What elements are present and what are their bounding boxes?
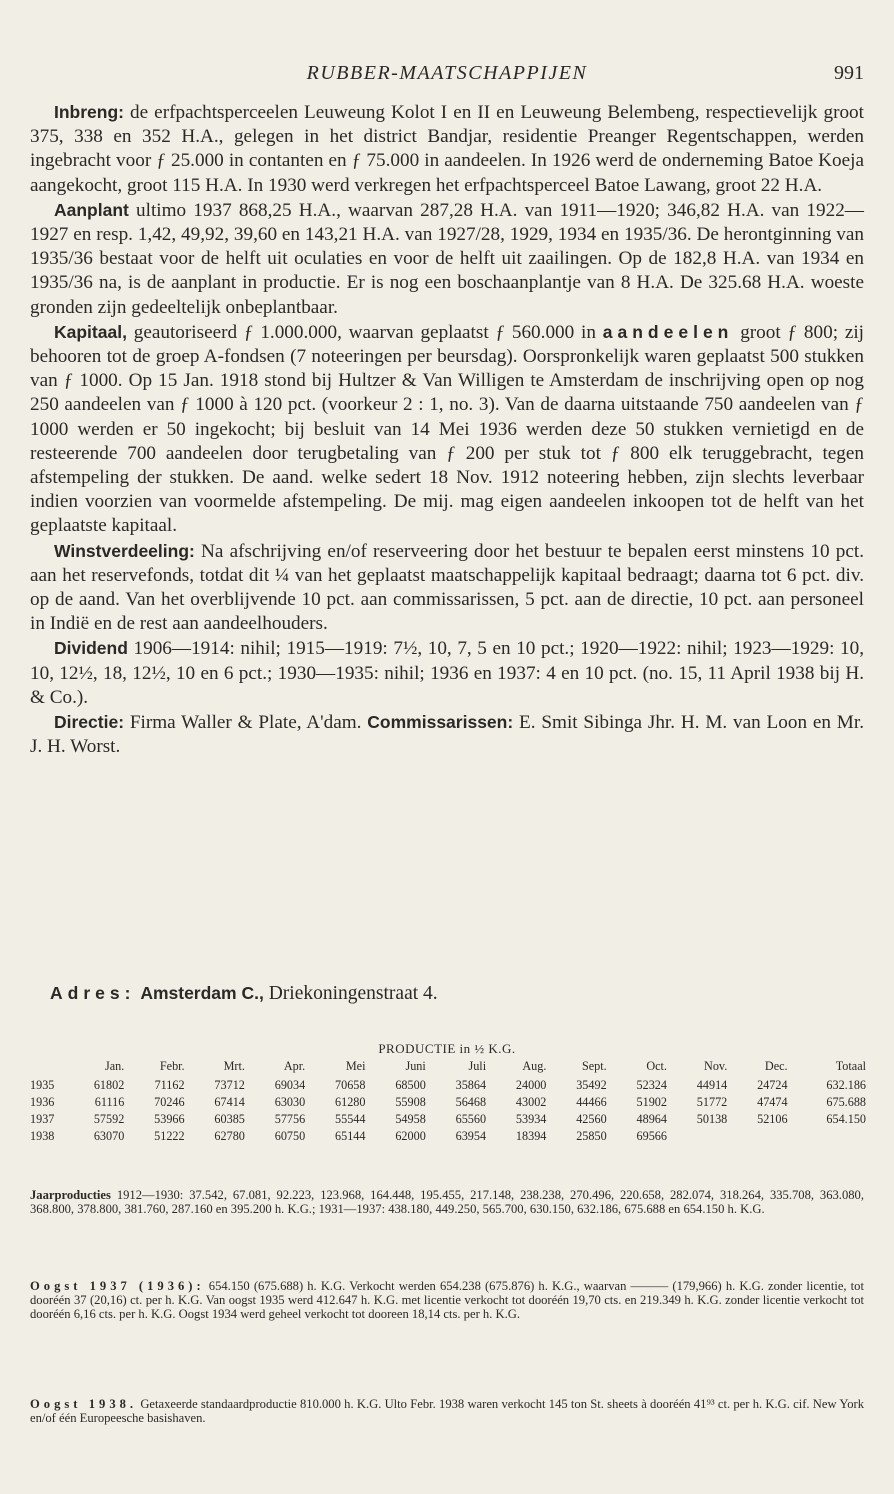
table-cell: 632.186 xyxy=(826,1078,866,1092)
table-cell: 70246 xyxy=(154,1095,185,1109)
table-cell: 52106 xyxy=(757,1112,788,1126)
label-jaarproducties: Jaarproducties xyxy=(30,1188,111,1202)
label-adres: Adres: xyxy=(50,983,136,1003)
table-cell: 60385 xyxy=(214,1112,245,1126)
note-jaarproducties xyxy=(30,1188,864,1216)
table-cell: 73712 xyxy=(214,1078,245,1092)
table-cell: 48964 xyxy=(636,1112,667,1126)
table-row xyxy=(30,1128,866,1145)
table-cell: 53934 xyxy=(515,1112,547,1126)
label-oogst-1937: Oogst 1937 (1936): xyxy=(30,1279,205,1293)
text-oogst-1937: 654.150 (675.688) h. K.G. Verkocht werden 654.238 (675.876) h. K.G., waarvan ——— (179,966) h. K.G. zonder licentie, tot dooréén 37 (20,16) ct. per h. K.G. Van oogst 1935 werd 412.647 h. K.G. met licentie verkocht tot dooréén 19,70 cts. en 219.349 h. K.G. zonder licentie verkocht tot dooréén 6,16 cts. per h. K.G. Oogst 1934 werd geheel verkocht tot dooreen 18,14 cts. per h. K.G. xyxy=(30,1279,864,1322)
table-cell: 69566 xyxy=(636,1129,667,1143)
label-oogst-1938: Oogst 1938. xyxy=(30,1397,138,1411)
text-dividend: 1906—1914: nihil; 1915—1919: 7½, 10, 7, 5 en 10 pct.; 1920—1922: nihil; 1923—1929: 10, 10, 12½, 18, 12½, 10 en 6 pct.; 1930—1935: nihil; 1936 en 1937: 4 en 10 pct. (no. 15, 11 April 1938 bij H. & Co.). xyxy=(30,638,864,708)
label-kapitaal: Kapitaal, xyxy=(54,321,127,342)
table-cell: 52324 xyxy=(636,1078,667,1092)
table-cell: 54958 xyxy=(395,1112,426,1126)
label-dividend: Dividend xyxy=(54,638,128,659)
column-header: Mrt. xyxy=(223,1059,245,1073)
row-year: 1936 xyxy=(30,1095,55,1109)
table-cell: 68500 xyxy=(395,1078,426,1092)
table-cell: 65560 xyxy=(455,1112,487,1126)
table-cell: 65144 xyxy=(335,1129,366,1143)
table-row xyxy=(30,1111,866,1128)
table-cell: 53966 xyxy=(154,1112,185,1126)
production-body xyxy=(30,1077,866,1145)
column-header: Oct. xyxy=(646,1059,667,1073)
table-cell: 25850 xyxy=(576,1129,607,1143)
row-year: 1937 xyxy=(30,1112,55,1126)
table-cell: 62000 xyxy=(395,1129,426,1143)
label-inbreng: Inbreng: xyxy=(54,102,124,122)
table-cell: 51222 xyxy=(154,1129,185,1143)
table-cell: 675.688 xyxy=(826,1095,866,1109)
column-header: Dec. xyxy=(764,1059,788,1073)
table-cell: 24724 xyxy=(757,1078,788,1092)
table-cell: 69034 xyxy=(274,1078,306,1092)
table-cell: 51902 xyxy=(636,1095,667,1109)
paragraph-inbreng xyxy=(30,100,864,198)
column-header: Jan. xyxy=(105,1059,125,1073)
address-line xyxy=(50,983,438,1005)
table-cell: 47474 xyxy=(757,1095,788,1109)
label-commissarissen: Commissarissen: xyxy=(367,712,514,733)
note-oogst-1937 xyxy=(30,1279,864,1322)
table-cell: 50138 xyxy=(696,1112,728,1126)
address-city: Amsterdam C., xyxy=(140,983,264,1003)
address-street: Driekoningenstraat 4. xyxy=(263,983,438,1004)
text-winstverdeeling: Na afschrijving en/of reserveering door het bestuur te bepalen eerst minstens 10 pct. aan het reservefonds, totdat dit ¼ van het geplaatst maatschappelijk kapitaal bedraagt; daarna tot 6 pct. div. op de aand. Van het overblijvende 10 pct. aan commissarissen, 5 pct. aan de directie, 10 pct. aan personeel in Indië en de rest aan aandeelhouders. xyxy=(30,540,864,635)
paragraph-winstverdeeling xyxy=(30,539,864,637)
production-header-row xyxy=(30,1058,866,1077)
table-cell xyxy=(788,1128,866,1145)
text-kapitaal-b: groot ƒ 800; zij behooren tot de groep A-fondsen (7 noteeringen per beursdag). Oorspronkelijk waren geplaatst 500 stukken van ƒ 1000. Op 15 Jan. 1918 stond bij Hultzer & Van Willigen te Amsterdam de inschrijving open op nog 250 aandeelen van ƒ 1000 à 120 pct. (voorkeur 2 : 1, no. 3). Van de daarna uitstaande 750 aandeelen van ƒ 1000 werden er 50 ingekocht; bij besluit van 14 Mei 1936 werden deze 50 stukken vernietigd en de resteerende 700 aandeelen door terugbetaling van ƒ 200 per stuk tot ƒ 800 elk teruggebracht, tegen afstempeling der stukken. De aand. welke sedert 18 Nov. 1912 noteering hebben, zijn slechts leverbaar indien voorzien van voormelde afstempeling. De mij. mag eigen aandeelen inkoopen tot de helft van het geplaatste kapitaal. xyxy=(30,321,865,537)
table-cell: 43002 xyxy=(515,1095,547,1109)
body-text xyxy=(30,100,864,759)
table-cell: 35492 xyxy=(576,1078,607,1092)
text-commissarissen: E. Smit Sibinga Jhr. H. M. van Loon en Mr. J. H. Worst. xyxy=(30,712,864,758)
column-header: Juli xyxy=(468,1059,487,1073)
table-cell: 61802 xyxy=(93,1078,125,1092)
table-cell: 55544 xyxy=(335,1112,366,1126)
text-kapitaal-spaced: aandeelen xyxy=(602,321,734,342)
table-cell: 62780 xyxy=(214,1129,245,1143)
column-header: Mei xyxy=(345,1059,366,1073)
column-header: Febr. xyxy=(159,1059,185,1073)
column-header: Aug. xyxy=(522,1059,547,1073)
paragraph-aanplant xyxy=(30,198,864,320)
page-header xyxy=(30,62,864,88)
table-cell: 61280 xyxy=(335,1095,366,1109)
production-table xyxy=(30,1058,866,1145)
label-winstverdeeling: Winstverdeeling: xyxy=(54,540,195,561)
production-table-title: PRODUCTIE in ½ K.G. xyxy=(378,1041,516,1056)
table-cell xyxy=(667,1128,727,1145)
paragraph-kapitaal xyxy=(30,320,864,539)
table-cell: 63954 xyxy=(455,1129,487,1143)
text-oogst-1938: Getaxeerde standaardproductie 810.000 h. K.G. Ulto Febr. 1938 waren verkocht 145 ton St. sheets à dooréén 41⁹³ ct. per h. K.G. cif. New York en/of één Europeesche basishaven. xyxy=(30,1397,864,1426)
table-cell: 51772 xyxy=(696,1095,728,1109)
table-cell: 61116 xyxy=(94,1095,125,1109)
table-cell: 44914 xyxy=(696,1078,728,1092)
column-header: Apr. xyxy=(283,1059,306,1073)
table-cell: 24000 xyxy=(515,1078,547,1092)
row-year: 1938 xyxy=(30,1129,55,1143)
column-header: Sept. xyxy=(581,1059,607,1073)
table-cell: 63030 xyxy=(274,1095,306,1109)
text-directie: Firma Waller & Plate, A'dam. xyxy=(124,712,368,734)
column-header: Juni xyxy=(405,1059,426,1073)
table-cell: 35864 xyxy=(455,1078,487,1092)
table-row xyxy=(30,1077,866,1094)
table-cell: 42560 xyxy=(576,1112,607,1126)
text-kapitaal-a: geautoriseerd ƒ 1.000.000, waarvan geplaatst ƒ 560.000 in xyxy=(126,321,603,343)
column-header-year xyxy=(30,1058,64,1077)
page-number: 991 xyxy=(834,62,864,84)
text-jaarproducties: 1912—1930: 37.542, 67.081, 92.223, 123.968, 164.448, 195.455, 217.148, 238.238, 270.496, 220.658, 282.074, 318.264, 335.708, 363.080, 368.800, 378.800, 381.760, 287.160 en 395.200 h. K.G.; 1931—1937: 438.180, 449.250, 565.700, 630.150, 632.186, 675.688 en 654.150 h. K.G. xyxy=(30,1188,864,1217)
table-cell: 18394 xyxy=(515,1129,547,1143)
paragraph-dividend xyxy=(30,636,864,710)
paragraph-directie xyxy=(30,710,864,759)
row-year: 1935 xyxy=(30,1078,55,1092)
table-cell: 67414 xyxy=(214,1095,245,1109)
note-oogst-1938 xyxy=(30,1397,864,1425)
label-directie: Directie: xyxy=(54,712,125,733)
table-cell: 55908 xyxy=(395,1095,426,1109)
table-cell: 44466 xyxy=(576,1095,607,1109)
table-cell: 63070 xyxy=(93,1129,125,1143)
table-cell: 56468 xyxy=(455,1095,487,1109)
table-row xyxy=(30,1094,866,1111)
table-cell: 654.150 xyxy=(826,1112,866,1126)
table-cell: 57592 xyxy=(93,1112,125,1126)
text-inbreng: de erfpachtsperceelen Leuweung Kolot I en II en Leuweung Belembeng, respectievelijk groot 375, 338 en 352 H.A., gelegen in het district Bandjar, residentie Preanger Regentschappen, werden ingebracht voor ƒ 25.000 in contanten en ƒ 75.000 in aandeelen. In 1926 werd de onderneming Batoe Koeja aangekocht, groot 115 H.A. In 1930 werd verkregen het erfpachtsperceel Batoe Lawang, groot 22 H.A. xyxy=(30,102,864,196)
column-header: Nov. xyxy=(704,1059,728,1073)
text-aanplant: ultimo 1937 868,25 H.A., waarvan 287,28 H.A. van 1911—1920; 346,82 H.A. van 1922—1927 en resp. 1,42, 49,92, 39,60 en 143,21 H.A. van 1927/28, 1929, 1934 en 1935/36. De herontginning van 1935/36 bestaat voor de helft uit oculaties en voor de helft uit zaailingen. Op de 182,8 H.A. van 1934 en 1935/36 na, is de aanplant in productie. Er is nog een boschaanplantje van 8 H.A. De 325.68 H.A. woeste gronden zijn gedeeltelijk onbeplantbaar. xyxy=(30,199,864,318)
table-cell: 71162 xyxy=(154,1078,185,1092)
table-cell: 70658 xyxy=(335,1078,366,1092)
table-cell xyxy=(727,1128,787,1145)
label-aanplant: Aanplant xyxy=(54,199,129,220)
table-cell: 57756 xyxy=(274,1112,306,1126)
running-title: RUBBER-MAATSCHAPPIJEN xyxy=(306,62,588,84)
column-header: Totaal xyxy=(835,1059,866,1073)
table-cell: 60750 xyxy=(274,1129,306,1143)
